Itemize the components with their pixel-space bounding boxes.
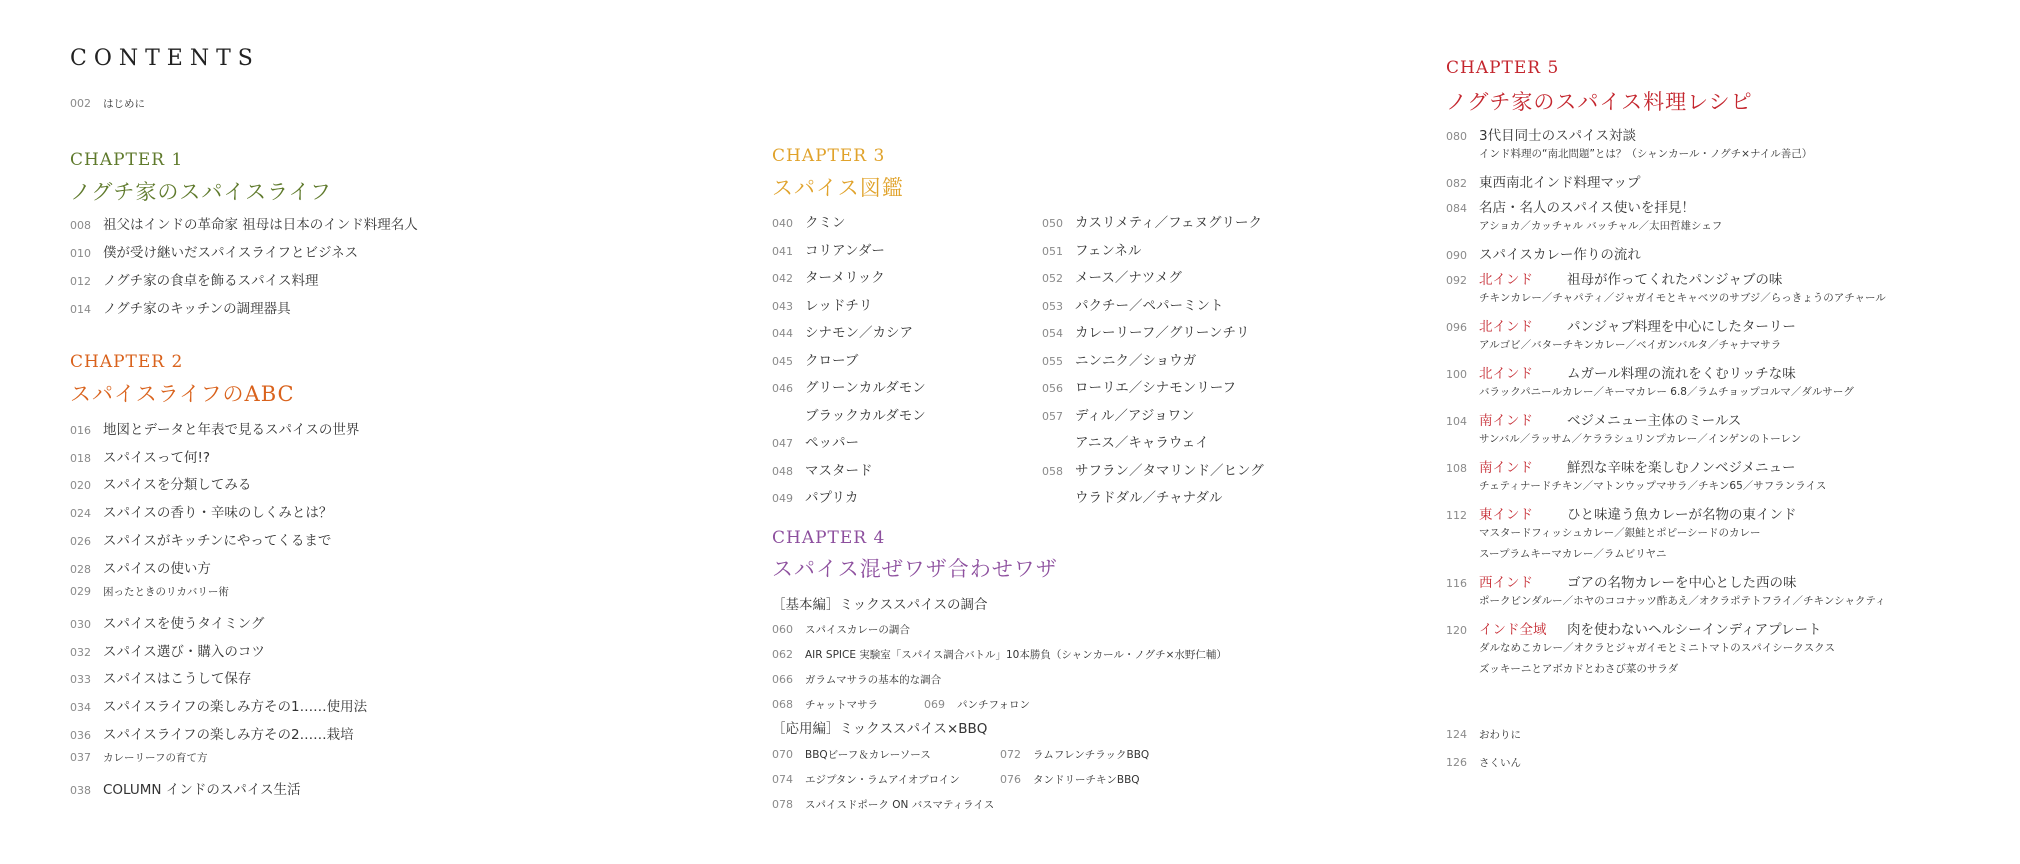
page-number: 082 — [1446, 177, 1467, 190]
toc-entry[interactable] — [1042, 294, 1224, 314]
page-number: 034 — [70, 701, 91, 714]
chapter-4-title: スパイス混ぜワザ合わせワザ — [772, 557, 1058, 581]
chapter-3-label: CHAPTER 3 — [772, 146, 886, 166]
region-tag: 南インド — [1479, 460, 1533, 476]
chapter-5-title: ノグチ家のスパイス料理レシピ — [1446, 90, 1753, 114]
entry-label: ニンニク／ショウガ — [1075, 352, 1197, 369]
page-number: 104 — [1446, 415, 1467, 428]
page-number: 040 — [772, 217, 793, 230]
page-number: 036 — [70, 728, 91, 742]
toc-entry[interactable] — [772, 486, 858, 506]
toc-entry[interactable] — [1446, 243, 1641, 263]
page-number: 090 — [1446, 249, 1467, 262]
entry-label: スパイスカレー作りの流れ — [1479, 247, 1641, 263]
entry-label: 地図とデータと年表で見るスパイスの世界 — [103, 422, 360, 438]
toc-entry[interactable] — [924, 697, 1030, 712]
toc-entry[interactable] — [772, 294, 872, 314]
entry-label: スパイスの使い方 — [103, 560, 211, 577]
entry-label: スパイスって何!? — [103, 449, 211, 466]
entry-label: コリアンダー — [805, 242, 885, 259]
toc-entry[interactable] — [1446, 456, 1796, 476]
page-number: 024 — [70, 507, 91, 521]
entry-label: ベジメニュー主体のミールス — [1567, 413, 1742, 429]
toc-entry[interactable] — [70, 473, 251, 493]
toc-entry[interactable] — [772, 211, 846, 231]
entry-label: ブラックカルダモン — [805, 407, 926, 424]
page-number: 092 — [1446, 274, 1467, 287]
page-number: 124 — [1446, 728, 1467, 741]
toc-entry[interactable] — [772, 349, 858, 369]
toc-entry[interactable] — [1042, 459, 1264, 479]
toc-entry[interactable] — [70, 297, 291, 317]
entry-label: パプリカ — [805, 490, 859, 506]
toc-entry[interactable] — [70, 418, 359, 438]
entry-label: カスリメティ／フェヌグリーク — [1075, 215, 1262, 231]
page-number: 051 — [1042, 244, 1063, 258]
entry-label: レッドチリ — [805, 297, 873, 314]
entry-label: スパイスカレーの調合 — [805, 624, 910, 636]
page-number: 053 — [1042, 299, 1063, 313]
page-number: 057 — [1042, 409, 1063, 423]
entry-label: クミン — [805, 215, 846, 231]
toc-entry[interactable] — [772, 747, 931, 762]
page-number: 096 — [1446, 321, 1467, 334]
toc-entry[interactable] — [1042, 321, 1250, 341]
chapter-5-label: CHAPTER 5 — [1446, 58, 1560, 78]
toc-entry[interactable] — [1042, 404, 1195, 424]
page-number: 072 — [1000, 748, 1021, 761]
toc-entry[interactable] — [1446, 727, 1521, 742]
entry-label: 3代目同士のスパイス対談 — [1479, 128, 1636, 144]
toc-entry[interactable] — [772, 404, 926, 424]
toc-entry[interactable] — [1042, 431, 1209, 451]
entry-label: ローリエ／シナモンリーフ — [1075, 380, 1237, 396]
page-number: 076 — [1000, 773, 1021, 786]
toc-entry[interactable] — [1446, 124, 1636, 144]
page-number: 033 — [70, 673, 91, 687]
entry-label: ディル／アジョワン — [1075, 407, 1195, 424]
toc-entry[interactable] — [70, 695, 367, 715]
page-number: 054 — [1042, 327, 1063, 340]
toc-entry[interactable] — [772, 672, 941, 687]
entry-label: ムガール料理の流れをくむリッチな味 — [1567, 366, 1796, 382]
entry-label: 祖父はインドの革命家 祖母は日本のインド料理名人 — [103, 217, 418, 233]
entry-label: ラムフレンチラックBBQ — [1033, 749, 1150, 761]
entry-label: スパイスを分類してみる — [103, 477, 252, 494]
toc-entry[interactable] — [70, 241, 358, 261]
entry-subtitle: バラックパニールカレー／キーマカレー 6.8／ラムチョップコルマ／ダルサーグ — [1479, 386, 1854, 398]
entry-label: 鮮烈な辛味を楽しむノンベジメニュー — [1567, 460, 1796, 476]
toc-entry[interactable] — [1446, 268, 1782, 288]
entry-label: メース／ナツメグ — [1075, 270, 1182, 286]
entry-subtitle: マスタードフィッシュカレー／銀鮭とポピーシードのカレー — [1479, 527, 1761, 539]
toc-entry[interactable] — [772, 239, 885, 259]
basic-section-heading: ［基本編］ミックススパイスの調合 — [772, 597, 988, 613]
entry-label: スパイスはこうして保存 — [103, 671, 252, 688]
entry-label: 東西南北インド料理マップ — [1479, 175, 1641, 191]
region-tag: 北インド — [1479, 319, 1533, 335]
toc-entry[interactable] — [772, 797, 994, 812]
entry-label: パンジャブ料理を中心にしたターリー — [1567, 319, 1796, 335]
entry-label: ウラドダル／チャナダル — [1075, 490, 1223, 506]
toc-entry[interactable] — [772, 647, 1227, 662]
toc-entry[interactable] — [1446, 409, 1741, 429]
region-tag: 南インド — [1479, 413, 1533, 429]
toc-entry[interactable] — [772, 321, 913, 341]
entry-label: グリーンカルダモン — [805, 380, 926, 396]
entry-label: スパイスの香り・辛味のしくみとは？ — [103, 505, 333, 522]
page-number: 012 — [70, 275, 91, 288]
entry-label: サフラン／タマリンド／ヒング — [1075, 462, 1264, 479]
page-number: 047 — [772, 437, 793, 450]
entry-subtitle: ズッキーニとアボカドとわさび菜のサラダ — [1479, 663, 1679, 675]
toc-entry[interactable] — [772, 772, 960, 787]
page-number: 052 — [1042, 272, 1063, 285]
page-number: 028 — [70, 562, 91, 576]
page-number: 049 — [772, 492, 793, 505]
toc-entry[interactable] — [70, 750, 207, 765]
entry-label: さくいん — [1479, 757, 1521, 769]
page-number: 038 — [70, 784, 91, 798]
page-number: 008 — [70, 219, 91, 232]
entry-subtitle: アルゴビ／バターチキンカレー／ベイガンバルタ／チャナマサラ — [1479, 339, 1782, 351]
page-title: CONTENTS — [70, 46, 260, 71]
region-tag: 西インド — [1479, 575, 1533, 591]
toc-entry[interactable] — [70, 612, 264, 632]
entry-subtitle: チキンカレー／チャパティ／ジャガイモとキャベツのサブジ／らっきょうのアチャール — [1479, 292, 1886, 304]
page-number: 074 — [772, 773, 793, 786]
toc-entry[interactable] — [1042, 239, 1141, 259]
chapter-1-label: CHAPTER 1 — [70, 150, 184, 170]
toc-entry[interactable] — [70, 529, 331, 549]
page-number: 042 — [772, 272, 793, 285]
toc-entry[interactable] — [70, 269, 318, 289]
entry-label: 困ったときのリカバリー術 — [103, 586, 229, 599]
toc-entry[interactable] — [772, 266, 885, 286]
toc-entry[interactable] — [772, 697, 878, 712]
entry-subtitle: ダルなめこカレー／オクラとジャガイモとミニトマトのスパイシークスクス — [1479, 642, 1836, 654]
page-number: 055 — [1042, 354, 1063, 368]
page-number: 041 — [772, 244, 793, 258]
entry-label: ガラムマサラの基本的な調合 — [805, 674, 942, 686]
entry-subtitle: アショカ／カッチャル バッチャル／太田哲雄シェフ — [1479, 220, 1723, 232]
chapter-1-title: ノグチ家のスパイスライフ — [70, 180, 332, 204]
page-number: 050 — [1042, 217, 1063, 230]
entry-label: おわりに — [1479, 729, 1521, 741]
region-tag: インド全域 — [1479, 622, 1547, 638]
page-number: 120 — [1446, 624, 1467, 637]
page-number: 069 — [924, 698, 945, 711]
page-number: 080 — [1446, 130, 1467, 143]
chapter-4-label: CHAPTER 4 — [772, 528, 886, 548]
page-number: 078 — [772, 798, 793, 811]
toc-entry[interactable] — [1000, 747, 1149, 762]
page-number: 016 — [70, 424, 91, 437]
entry-label: AIR SPICE 実験室「スパイス調合バトル」10本勝負（シャンカール・ノグチ×水野仁輔） — [805, 649, 1227, 661]
chapter-2-title: スパイスライフのABC — [70, 382, 295, 406]
toc-entry[interactable] — [1446, 755, 1521, 770]
page-number: 014 — [70, 303, 91, 316]
page-number: 046 — [772, 382, 793, 395]
entry-subtitle: チェティナードチキン／マトンウップマサラ／チキン65／サフランライス — [1479, 480, 1827, 492]
entry-label: 名店・名人のスパイス使いを拝見！ — [1479, 200, 1695, 216]
entry-label: カレーリーフ／グリーンチリ — [1075, 325, 1250, 341]
page-number: 084 — [1446, 202, 1467, 215]
entry-label: カレーリーフの育て方 — [103, 752, 208, 765]
toc-entry[interactable] — [772, 459, 873, 479]
toc-entry[interactable] — [772, 431, 859, 451]
page-number: 066 — [772, 673, 793, 686]
toc-entry[interactable] — [1446, 315, 1796, 335]
entry-subtitle: ポークビンダルー／ホヤのココナッツ酢あえ／オクラポテトフライ／チキンシャクティ — [1479, 595, 1886, 607]
toc-entry[interactable] — [1446, 362, 1796, 382]
page-number: 044 — [772, 327, 793, 340]
toc-entry[interactable] — [70, 501, 332, 521]
toc-entry[interactable] — [1446, 571, 1797, 591]
entry-label: ノグチ家のキッチンの調理器具 — [103, 301, 291, 317]
entry-label: チャットマサラ — [805, 699, 879, 711]
toc-entry[interactable] — [1042, 486, 1222, 506]
page-number: 108 — [1446, 462, 1467, 475]
entry-label: シナモン／カシア — [805, 325, 913, 341]
entry-subtitle: サンバル／ラッサム／ケララシュリンプカレー／インゲンのトーレン — [1479, 433, 1802, 445]
entry-label: スパイスがキッチンにやってくるまで — [103, 532, 332, 549]
toc-entry[interactable] — [772, 376, 926, 396]
chapter-2-label: CHAPTER 2 — [70, 352, 184, 372]
entry-label: ペッパー — [805, 435, 859, 451]
toc-entry[interactable] — [1000, 772, 1140, 787]
entry-label: ひと味違う魚カレーが名物の東インド — [1567, 507, 1797, 523]
entry-label: スパイスライフの楽しみ方その2……栽培 — [103, 726, 354, 743]
page-number: 020 — [70, 479, 91, 493]
page-number: 030 — [70, 617, 91, 631]
page-number: 116 — [1446, 577, 1467, 590]
entry-label: クローブ — [805, 352, 859, 369]
entry-label: 肉を使わないヘルシーインディアプレート — [1567, 622, 1822, 638]
page-number: 112 — [1446, 509, 1467, 522]
toc-entry[interactable] — [70, 723, 354, 743]
toc-entry[interactable] — [70, 640, 265, 660]
entry-label: スパイスドポーク ON バスマティライス — [805, 799, 995, 811]
page-number: 058 — [1042, 464, 1063, 478]
page-number: 026 — [70, 534, 91, 548]
toc-entry[interactable] — [1446, 196, 1695, 216]
entry-label: スパイスを使うタイミング — [103, 615, 265, 632]
toc-entry[interactable] — [70, 667, 251, 687]
toc-entry[interactable] — [70, 557, 211, 577]
page-number: 070 — [772, 748, 793, 761]
entry-label: アニス／キャラウェイ — [1075, 435, 1209, 451]
toc-entry[interactable] — [70, 778, 301, 798]
entry-label: 僕が受け継いだスパイスライフとビジネス — [103, 245, 359, 261]
entry-subtitle: スープラムキーマカレー／ラムビリヤニ — [1479, 548, 1667, 560]
page-number: 037 — [70, 751, 91, 765]
applied-section-heading: ［応用編］ミックススパイス×BBQ — [772, 721, 988, 737]
page-number: 029 — [70, 585, 91, 599]
page-number: 068 — [772, 698, 793, 711]
toc-entry[interactable] — [1042, 211, 1262, 231]
page-number: 126 — [1446, 756, 1467, 769]
entry-label: パクチー／ペパーミント — [1075, 297, 1224, 314]
toc-entry[interactable] — [70, 213, 418, 233]
page-number: 056 — [1042, 382, 1063, 395]
toc-entry[interactable] — [1042, 349, 1196, 369]
entry-label: タンドリーチキンBBQ — [1033, 774, 1140, 786]
entry-label: COLUMN インドのスパイス生活 — [103, 782, 301, 799]
toc-entry[interactable] — [772, 622, 910, 637]
toc-entry[interactable] — [1446, 171, 1640, 191]
page-number: 100 — [1446, 368, 1467, 381]
entry-label: ターメリック — [805, 270, 885, 286]
page-number: 060 — [772, 623, 793, 636]
entry-label: パンチフォロン — [957, 699, 1030, 711]
toc-entry-intro[interactable] — [70, 96, 145, 111]
entry-label: BBQビーフ＆カレーソース — [805, 749, 931, 761]
page-number: 010 — [70, 247, 91, 260]
region-tag: 東インド — [1479, 507, 1533, 523]
entry-label: はじめに — [103, 98, 145, 110]
toc-entry[interactable] — [1042, 266, 1182, 286]
page-number: 062 — [772, 648, 793, 661]
entry-label: マスタード — [805, 462, 873, 479]
entry-subtitle: インド料理の“南北問題”とは？（シャンカール・ノグチ×ナイル善己） — [1479, 148, 1813, 160]
entry-label: 祖母が作ってくれたパンジャブの味 — [1567, 272, 1783, 288]
entry-label: フェンネル — [1075, 242, 1142, 259]
page-number: 043 — [772, 299, 793, 313]
entry-label: エジプタン・ラムアイオブロイン — [805, 774, 960, 786]
toc-entry[interactable] — [70, 584, 229, 599]
region-tag: 北インド — [1479, 272, 1533, 288]
entry-label: ノグチ家の食卓を飾るスパイス料理 — [103, 273, 319, 289]
page-number: 002 — [70, 97, 91, 110]
page-number: 018 — [70, 451, 91, 465]
chapter-3-title: スパイス図鑑 — [772, 176, 904, 200]
entry-label: スパイスライフの楽しみ方その1……使用法 — [103, 699, 368, 715]
page-number: 045 — [772, 354, 793, 368]
toc-entry[interactable] — [1446, 618, 1822, 638]
entry-label: ゴアの名物カレーを中心とした西の味 — [1567, 575, 1797, 591]
region-tag: 北インド — [1479, 366, 1533, 382]
entry-label: スパイス選び・購入のコツ — [103, 643, 265, 660]
toc-entry[interactable] — [70, 446, 210, 466]
page-number: 032 — [70, 645, 91, 659]
page-number: 048 — [772, 464, 793, 478]
toc-entry[interactable] — [1042, 376, 1236, 396]
toc-entry[interactable] — [1446, 503, 1797, 523]
